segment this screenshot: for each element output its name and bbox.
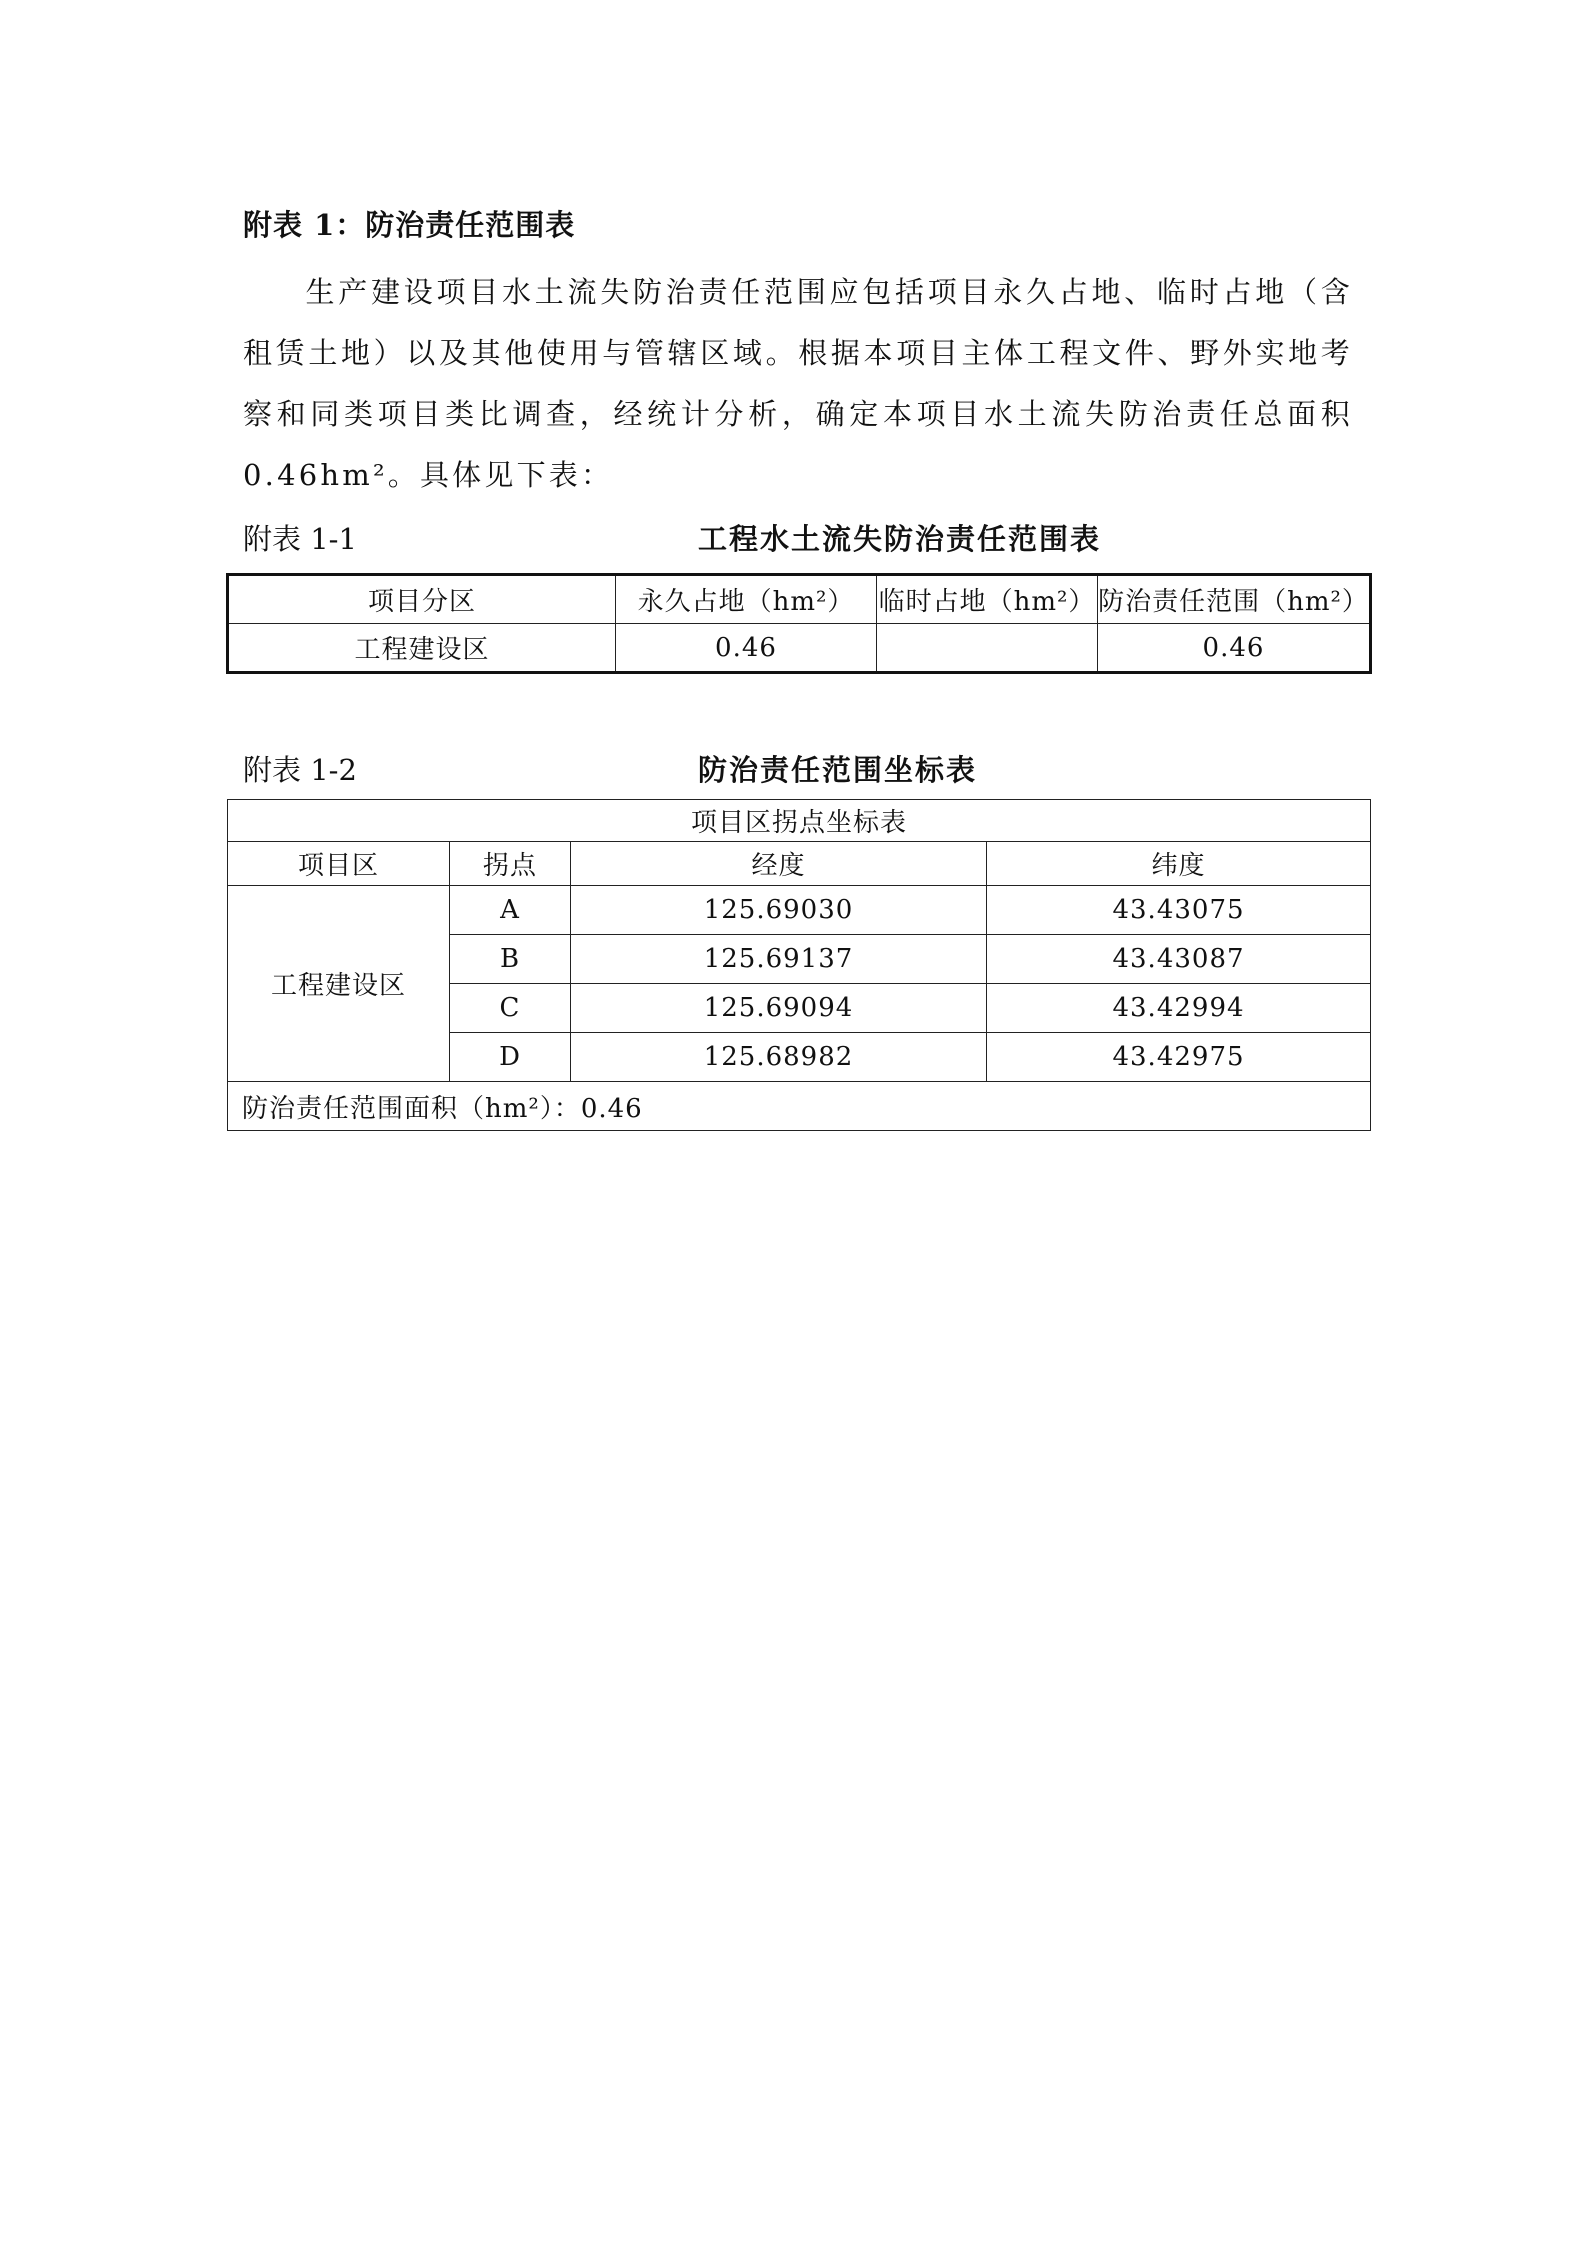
table-row [228,624,1371,673]
table-footer-row [228,1082,1371,1131]
responsibility-area-table [226,573,1372,674]
header-cell: 经度 [571,842,987,886]
latitude-cell: 43.42994 [987,984,1371,1033]
point-cell: D [450,1033,571,1082]
header-cell: 永久占地（hm²） [616,575,877,624]
intro-paragraph-text: 生产建设项目水土流失防治责任范围应包括项目永久占地、临时占地（含租赁土地）以及其他使用与管辖区域。根据本项目主体工程文件、野外实地考察和同类项目类比调查，经统计分析，确定本项目水土流失防治责任总面积 0.46hm²。具体见下表： [243,275,1353,492]
section-heading: 附表 1：防治责任范围表 [243,208,576,242]
table-cell: 0.46 [1098,624,1371,673]
table2-title: 防治责任范围坐标表 [698,753,978,787]
header-cell: 项目分区 [228,575,616,624]
header-cell: 项目区 [228,842,450,886]
point-cell: B [450,935,571,984]
table-cell: 0.46 [616,624,877,673]
header-cell: 纬度 [987,842,1371,886]
coordinate-table [227,799,1371,1131]
latitude-cell: 43.43075 [987,886,1371,935]
table-header-row [228,842,1371,886]
area-name-cell: 工程建设区 [228,886,450,1082]
point-cell: C [450,984,571,1033]
area-total-cell: 防治责任范围面积（hm²）：0.46 [228,1082,1371,1131]
table-row [228,886,1371,935]
table-header-row [228,575,1371,624]
table2-caption [243,748,1353,788]
table1-label: 附表 1-1 [243,522,357,556]
header-cell: 拐点 [450,842,571,886]
longitude-cell: 125.69137 [571,935,987,984]
table-cell [877,624,1098,673]
table-subtitle: 项目区拐点坐标表 [228,800,1371,842]
table-cell: 工程建设区 [228,624,616,673]
longitude-cell: 125.69030 [571,886,987,935]
header-cell: 防治责任范围（hm²） [1098,575,1371,624]
header-cell: 临时占地（hm²） [877,575,1098,624]
table2-label: 附表 1-2 [243,753,357,787]
point-cell: A [450,886,571,935]
intro-paragraph [243,262,1353,506]
longitude-cell: 125.69094 [571,984,987,1033]
table1-title: 工程水土流失防治责任范围表 [698,522,1102,556]
latitude-cell: 43.43087 [987,935,1371,984]
table-subtitle-row [228,800,1371,842]
latitude-cell: 43.42975 [987,1033,1371,1082]
table1-caption [243,517,1353,557]
longitude-cell: 125.68982 [571,1033,987,1082]
